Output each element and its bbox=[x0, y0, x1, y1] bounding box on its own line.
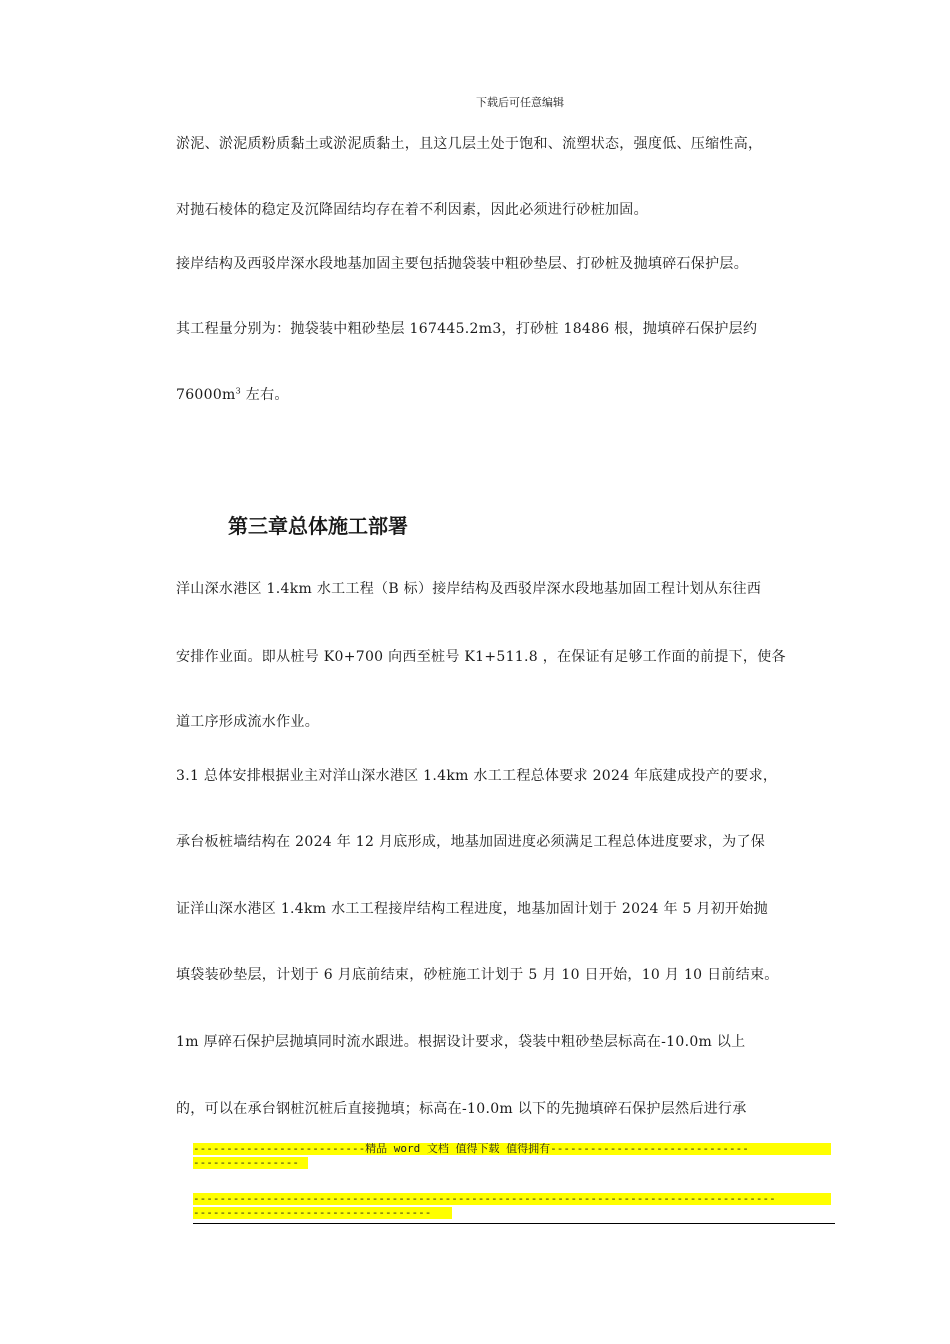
text-line: 3.1 总体安排根据业主对洋山深水港区 1.4km 水工工程总体要求 2024 年底建成投产的要求， bbox=[176, 768, 778, 784]
text-line: 承台板桩墙结构在 2024 年 12 月底形成，地基加固进度必须满足工程总体进度要求，为了保 bbox=[176, 834, 766, 850]
text-line: 洋山深水港区 1.4km 水工工程（B 标）接岸结构及西驳岸深水段地基加固工程计划从东往西 bbox=[176, 581, 762, 597]
header-note: 下载后可任意编辑 bbox=[476, 96, 564, 109]
text-line: 的，可以在承台钢桩沉桩后直接抛填；标高在-10.0m 以下的先抛填碎石保护层然后进行承 bbox=[176, 1101, 747, 1117]
banner-text-line: --------------------------精品 word 文档 值得下载 值得拥有------------------------------ bbox=[193, 1143, 831, 1155]
text-line: 接岸结构及西驳岸深水段地基加固主要包括抛袋装中粗砂垫层、打砂桩及抛填碎石保护层。 bbox=[176, 256, 748, 272]
text-line: 道工序形成流水作业。 bbox=[176, 714, 319, 730]
volume-superscript: 3 bbox=[235, 386, 242, 396]
text-line: 对抛石棱体的稳定及沉降固结均存在着不利因素，因此必须进行砂桩加固。 bbox=[176, 202, 648, 218]
banner-dash-line: ---------------- bbox=[193, 1157, 308, 1169]
text-line: 1m 厚碎石保护层抛填同时流水跟进。根据设计要求，袋装中粗砂垫层标高在-10.0m 以上 bbox=[176, 1034, 746, 1050]
banner-dash-line: ---------------------------------------------------------------------------------------- bbox=[193, 1193, 831, 1205]
volume-line bbox=[176, 384, 289, 404]
footer-divider bbox=[193, 1223, 835, 1224]
text-line: 其工程量分别为：抛袋装中粗砂垫层 167445.2m3，打砂桩 18486 根，抛填碎石保护层约 bbox=[176, 321, 758, 337]
text-line: 填袋装砂垫层，计划于 6 月底前结束，砂桩施工计划于 5 月 10 日开始，10 月 10 日前结束。 bbox=[176, 967, 779, 983]
text-line: 证洋山深水港区 1.4km 水工工程接岸结构工程进度，地基加固计划于 2024 年 5 月初开始抛 bbox=[176, 901, 768, 917]
text-line: 安排作业面。即从桩号 K0+700 向西至桩号 K1+511.8 ，在保证有足够工作面的前提下，使各 bbox=[176, 649, 786, 665]
banner-dash-line: ------------------------------------ bbox=[193, 1207, 452, 1219]
text-line: 淤泥、淤泥质粉质黏土或淤泥质黏土，且这几层土处于饱和、流塑状态，强度低、压缩性高， bbox=[176, 136, 763, 152]
volume-suffix: 左右。 bbox=[241, 387, 289, 403]
chapter-title: 第三章总体施工部署 bbox=[228, 514, 408, 538]
volume-number: 76000m bbox=[176, 387, 236, 403]
